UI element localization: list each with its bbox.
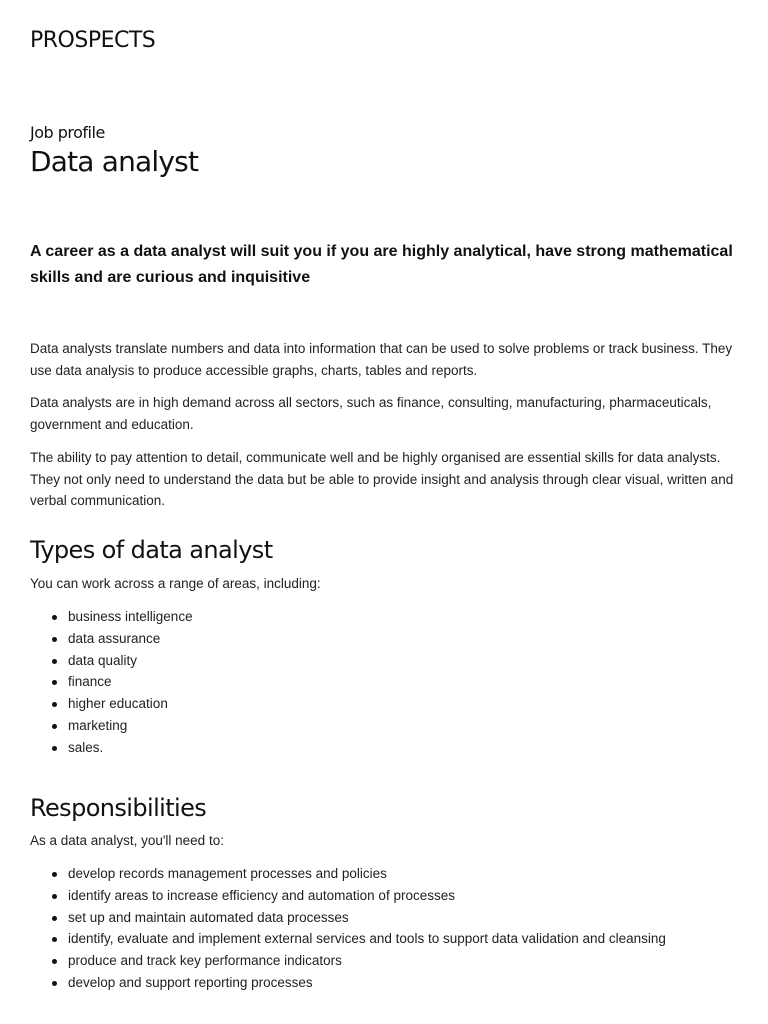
types-heading: Types of data analyst <box>30 536 273 564</box>
list-item: set up and maintain automated data processes <box>30 907 738 929</box>
list-item: data quality <box>30 650 738 672</box>
list-item: develop and support reporting processes <box>30 972 738 994</box>
list-item: develop records management processes and policies <box>30 863 738 885</box>
list-item: identify, evaluate and implement external services and tools to support data validation and cleansing <box>30 928 738 950</box>
types-intro: You can work across a range of areas, including: <box>30 576 321 591</box>
intro-paragraph-2: Data analysts are in high demand across all sectors, such as finance, consulting, manufacturing, pharmaceuticals, government and education. <box>30 395 712 432</box>
page-eyebrow: Job profile <box>30 123 105 142</box>
list-item: finance <box>30 671 738 693</box>
list-item: produce and track key performance indicators <box>30 950 738 972</box>
list-item: higher education <box>30 693 738 715</box>
intro-paragraph-3: The ability to pay attention to detail, communicate well and be highly organised are essential skills for data analysts. They not only need to understand the data but be able to provide insight and analysis through clear visual, written and verbal communication. <box>30 450 734 508</box>
list-item: marketing <box>30 715 738 737</box>
list-item: sales. <box>30 737 738 759</box>
page-title: Data analyst <box>30 145 199 178</box>
responsibilities-intro: As a data analyst, you'll need to: <box>30 833 224 848</box>
list-item: data assurance <box>30 628 738 650</box>
responsibilities-list <box>30 863 738 994</box>
responsibilities-heading: Responsibilities <box>30 794 207 822</box>
lead-paragraph: A career as a data analyst will suit you if you are highly analytical, have strong mathematical skills and are curious and inquisitive <box>30 243 733 286</box>
prospects-logo[interactable]: PROSPECTS <box>30 28 156 53</box>
list-item: business intelligence <box>30 606 738 628</box>
types-list <box>30 606 738 759</box>
intro-paragraph-1: Data analysts translate numbers and data into information that can be used to solve problems or track business. They use data analysis to produce accessible graphs, charts, tables and reports. <box>30 341 733 378</box>
list-item: identify areas to increase efficiency and automation of processes <box>30 885 738 907</box>
